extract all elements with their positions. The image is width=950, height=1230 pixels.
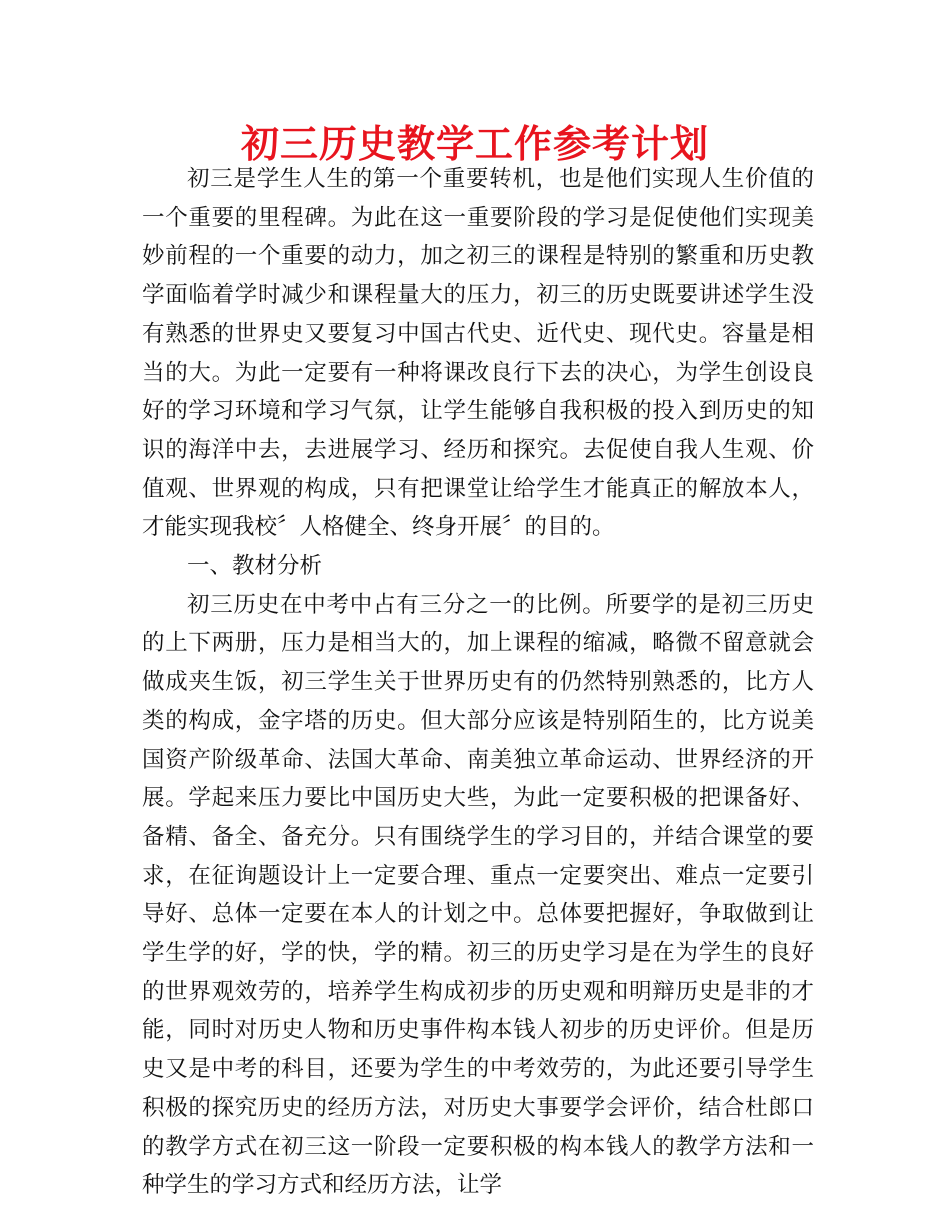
document-body bbox=[142, 160, 814, 1205]
paragraph-textbook-analysis: 初三历史在中考中占有三分之一的比例。所要学的是初三历史的上下两册，压力是相当大的，加上课程的缩减，略微不留意就会做成夹生饭，初三学生关于世界历史有的仍然特别熟悉的，比方人类的构成，金字塔的历史。但大部分应该是特别陌生的，比方说美国资产阶级革命、法国大革命、南美独立革命运动、世界经济的开展。学起来压力要比中国历史大些，为此一定要积极的把课备好、备精、备全、备充分。只有围绕学生的学习目的，并结合课堂的要求，在征询题设计上一定要合理、重点一定要突出、难点一定要引导好、总体一定要在本人的计划之中。总体要把握好，争取做到让学生学的好，学的快，学的精。初三的历史学习是在为学生的良好的世界观效劳的，培养学生构成初步的历史观和明辩历史是非的才能，同时对历史人物和历史事件构本钱人初步的历史评价。但是历史又是中考的科目，还要为学生的中考效劳的，为此还要引导学生积极的探究历史的经历方法，对历史大事要学会评价，结合杜郎口的教学方式在初三这一阶段一定要积极的构本钱人的教学方法和一种学生的学习方式和经历方法，让学 bbox=[142, 591, 814, 1199]
document-title: 初三历史教学工作参考计划 bbox=[240, 121, 709, 166]
paragraph-intro: 初三是学生人生的第一个重要转机，也是他们实现人生价值的一个重要的里程碑。为此在这一重要阶段的学习是促使他们实现美妙前程的一个重要的动力，加之初三的课程是特别的繁重和历史教学面临着学时减少和课程量大的压力，初三的历史既要讲述学生没有熟悉的世界史又要复习中国古代史、近代史、现代史。容量是相当的大。为此一定要有一种将课改良行下去的决心，为学生创设良好的学习环境和学习气氛，让学生能够自我积极的投入到历史的知识的海洋中去，去进展学习、经历和探究。去促使自我人生观、价值观、世界观的构成，只有把课堂让给学生才能真正的解放本人，才能实现我校〞人格健全、终身开展〞的目的。 bbox=[142, 166, 814, 541]
section-heading-textbook-analysis: 一、教材分析 bbox=[187, 553, 323, 580]
